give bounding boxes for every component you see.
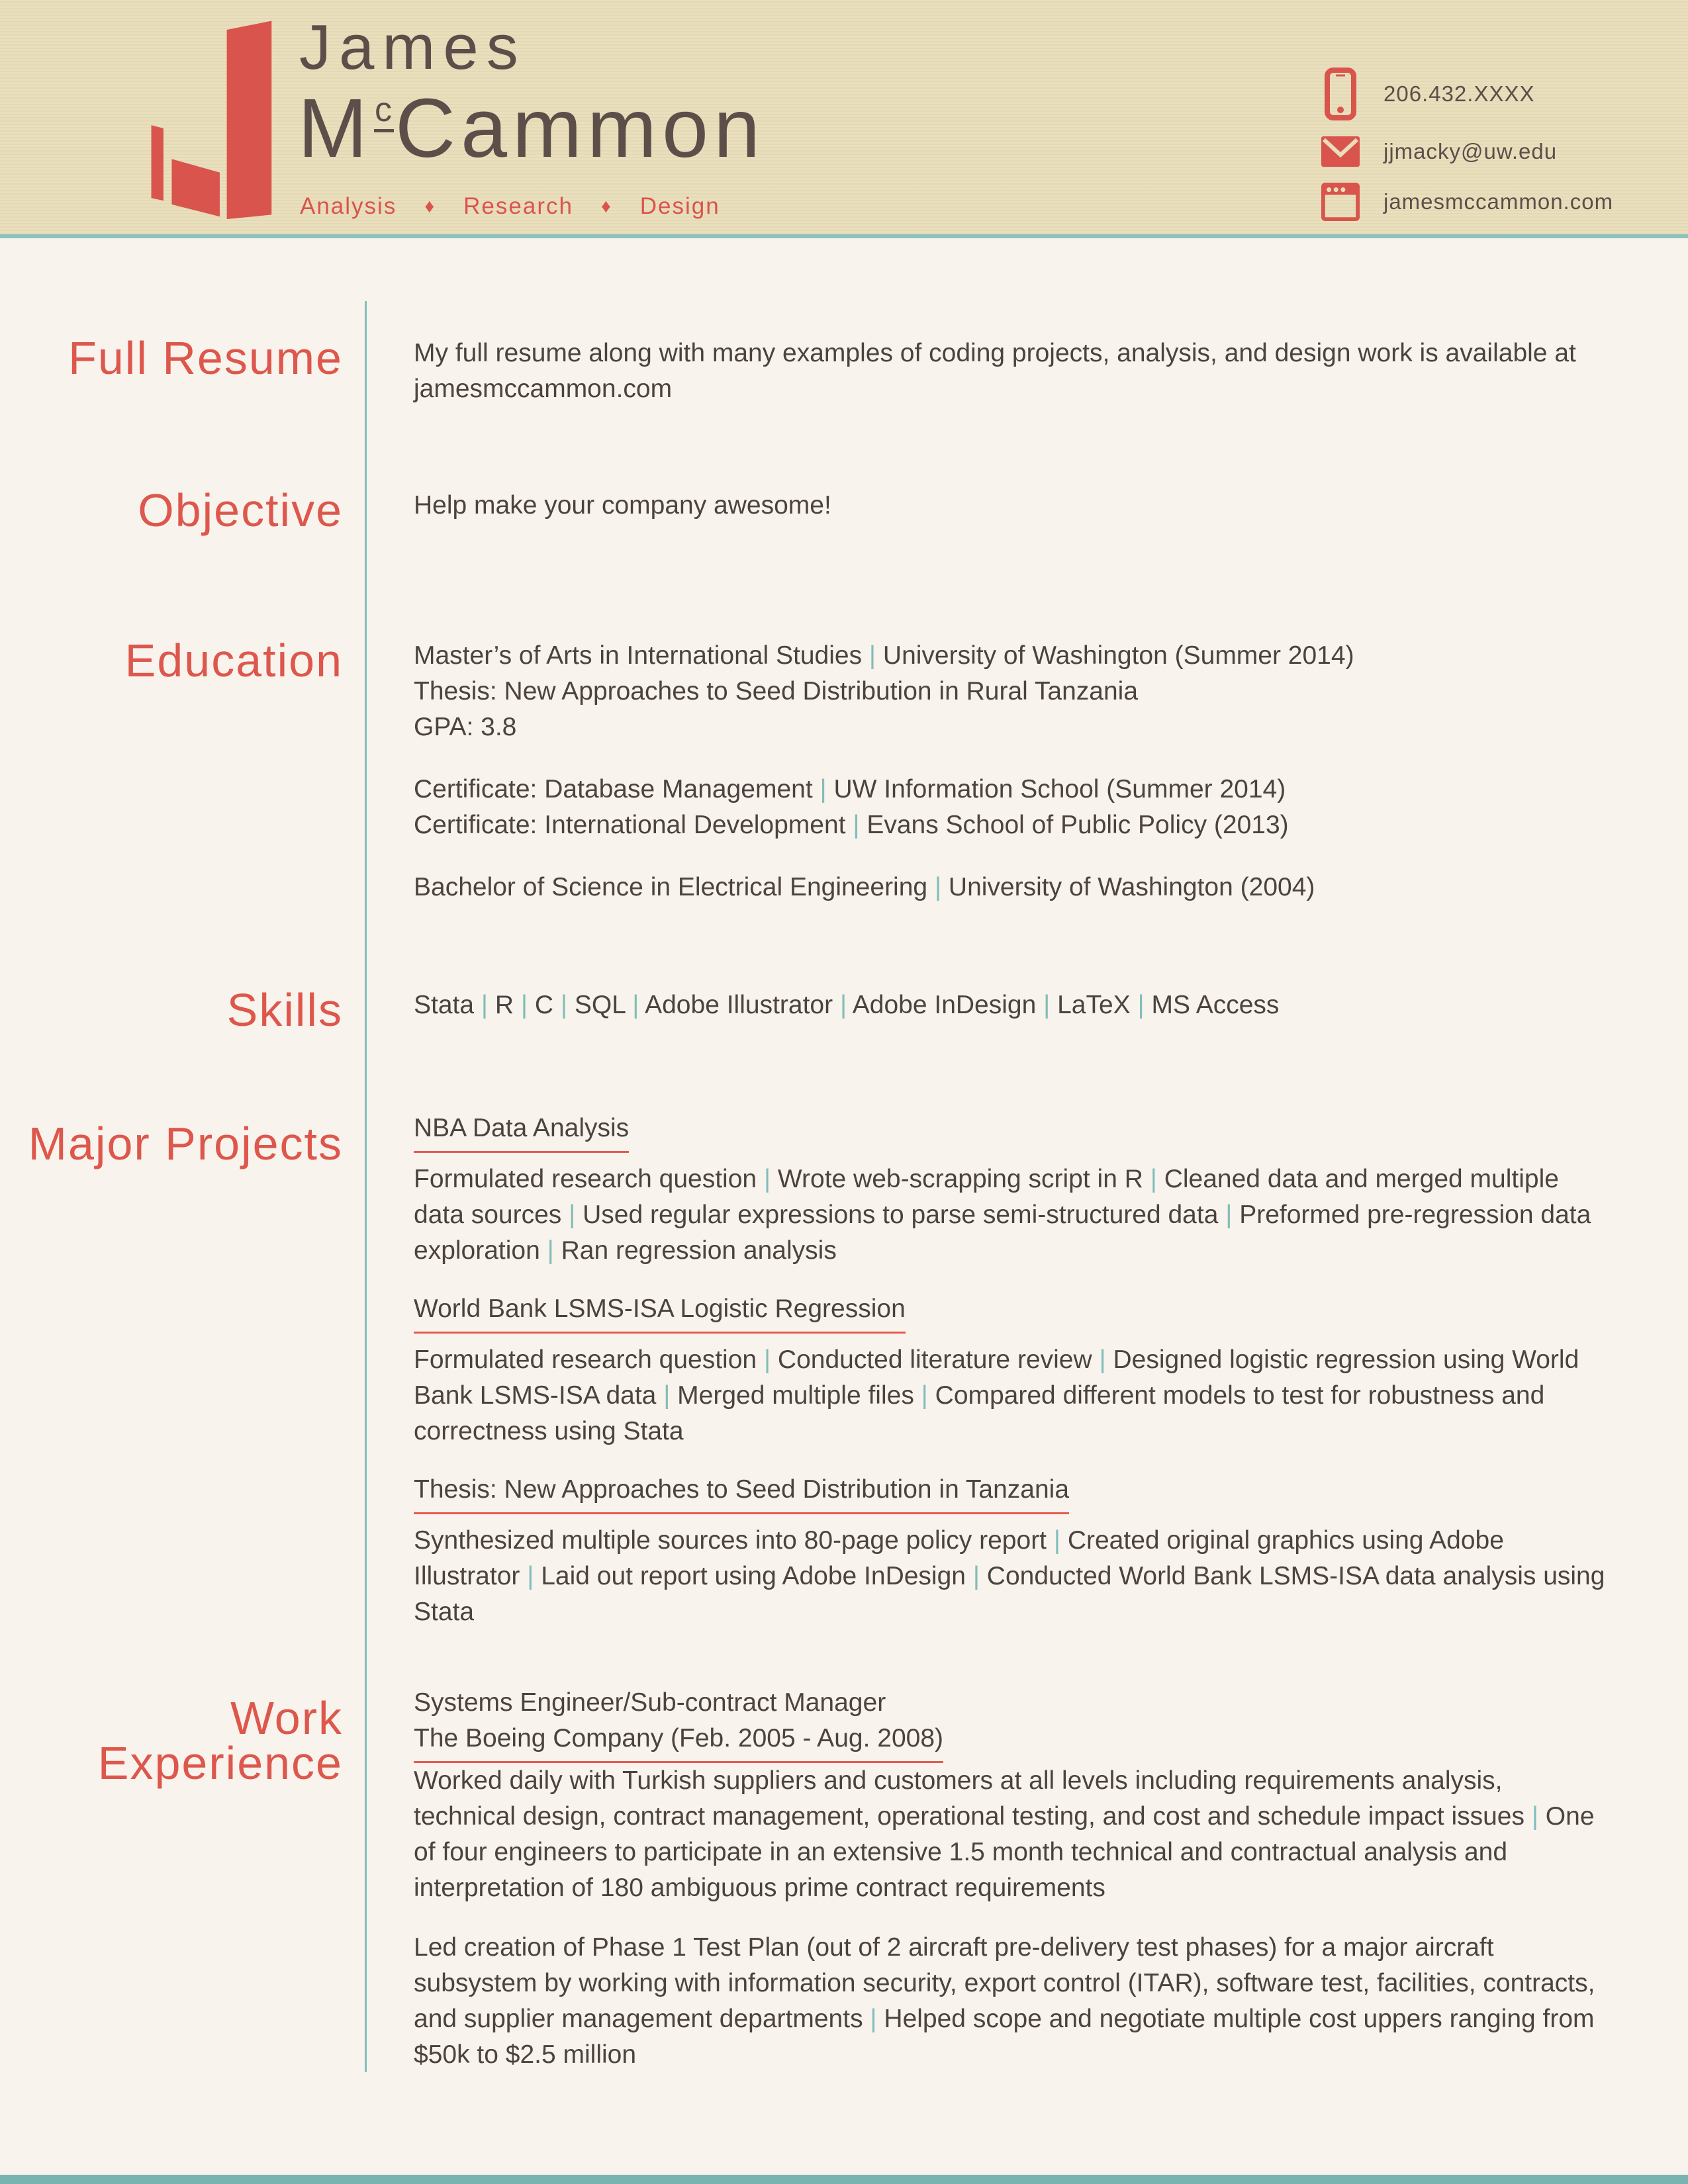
project-world-bank bbox=[414, 1291, 1609, 1449]
education-line: Certificate: Database Management | UW Information School (Summer 2014) bbox=[414, 775, 1286, 803]
job-paragraph: Worked daily with Turkish suppliers and customers at all levels including requirements analysis, technical design, contract management, operational testing, and cost and schedule impact issues | One of four engineers to participate in an extensive 1.5 month technical and contractual analysis and interpretation of 180 ambiguous prime contract requirements bbox=[414, 1766, 1595, 1902]
tagline-word: Analysis bbox=[300, 193, 397, 219]
contact-phone-row bbox=[1321, 68, 1535, 120]
section-label-full-resume: Full Resume bbox=[68, 332, 343, 384]
section-label-education: Education bbox=[124, 635, 343, 686]
email-icon bbox=[1321, 136, 1360, 167]
contact-website-row bbox=[1321, 180, 1613, 224]
education-degree bbox=[414, 638, 1609, 745]
section-label-major-projects: Major Projects bbox=[28, 1118, 343, 1169]
mc-superscript: c bbox=[374, 93, 394, 132]
full-resume-content bbox=[414, 336, 1609, 407]
project-title: Thesis: New Approaches to Seed Distribution in Tanzania bbox=[414, 1472, 1069, 1514]
objective-text: Help make your company awesome! bbox=[414, 491, 831, 520]
tagline bbox=[300, 193, 720, 220]
phone-number: 206.432.XXXX bbox=[1383, 81, 1535, 106]
education-content bbox=[414, 638, 1609, 905]
skills-list: Stata | R | C | SQL | Adobe Illustrator | Adobe InDesign | LaTeX | MS Access bbox=[414, 991, 1280, 1019]
job-title: Systems Engineer/Sub-contract Manager bbox=[414, 1688, 886, 1717]
major-projects-content bbox=[414, 1111, 1609, 1630]
project-details: Formulated research question | Wrote web-scrapping script in R | Cleaned data and merged multiple data sources | Used regular expressions to parse semi-structured data | Preformed pre-regression data exploration | Ran regression analysis bbox=[414, 1165, 1591, 1265]
objective-content bbox=[414, 488, 1609, 523]
education-line: GPA: 3.8 bbox=[414, 713, 517, 741]
education-certificates bbox=[414, 772, 1609, 843]
project-details: Formulated research question | Conducted literature review | Designed logistic regression using World Bank LSMS-ISA data | Merged multiple files | Compared different models to test for robustness and correctness using Stata bbox=[414, 1345, 1579, 1445]
email-address: jjmacky@uw.edu bbox=[1383, 139, 1558, 163]
education-line: Thesis: New Approaches to Seed Distribution in Rural Tanzania bbox=[414, 677, 1139, 705]
phone-icon bbox=[1321, 68, 1360, 120]
j-logo bbox=[123, 9, 277, 224]
project-nba bbox=[414, 1111, 1609, 1269]
vertical-divider-line bbox=[365, 301, 367, 2072]
education-line: Certificate: International Development | Evans School of Public Policy (2013) bbox=[414, 811, 1289, 839]
diamond-icon: ♦ bbox=[600, 196, 612, 217]
project-thesis bbox=[414, 1472, 1609, 1630]
full-resume-text: My full resume along with many examples of coding projects, analysis, and design work is available at jamesmccammon.com bbox=[414, 339, 1576, 403]
job-company: The Boeing Company (Feb. 2005 - Aug. 2008) bbox=[414, 1721, 943, 1763]
header-divider-line bbox=[0, 234, 1688, 238]
project-title: NBA Data Analysis bbox=[414, 1111, 629, 1153]
project-title: World Bank LSMS-ISA Logistic Regression bbox=[414, 1291, 906, 1334]
skills-content bbox=[414, 987, 1609, 1023]
section-label-objective: Objective bbox=[138, 484, 343, 536]
last-name: McCammon bbox=[298, 81, 766, 175]
contact-email-row bbox=[1321, 135, 1557, 168]
section-label-work-experience: Work Experience bbox=[97, 1692, 343, 1789]
work-experience-content bbox=[414, 1685, 1609, 2073]
project-details: Synthesized multiple sources into 80-page policy report | Created original graphics using Adobe Illustrator | Laid out report using Adobe InDesign | Conducted World Bank LSMS-ISA data analysis using Stata bbox=[414, 1526, 1605, 1626]
education-bachelor bbox=[414, 870, 1609, 905]
tagline-word: Research bbox=[463, 193, 573, 219]
education-line: Bachelor of Science in Electrical Engineering | University of Washington (2004) bbox=[414, 873, 1315, 901]
job-paragraph: Led creation of Phase 1 Test Plan (out of 2 aircraft pre-delivery test phases) for a major aircraft subsystem by working with information security, export control (ITAR), software test, facilities, contracts, and supplier management departments | Helped scope and negotiate multiple cost uppers ranging from $50k to $2.5 million bbox=[414, 1933, 1595, 2069]
section-label-skills: Skills bbox=[226, 984, 343, 1036]
diamond-icon: ♦ bbox=[424, 196, 436, 217]
education-line: Master’s of Arts in International Studies | University of Washington (Summer 2014) bbox=[414, 641, 1354, 670]
job-boeing bbox=[414, 1685, 1609, 2073]
footer-bar bbox=[0, 2175, 1688, 2184]
header bbox=[0, 0, 1688, 234]
website-url: jamesmccammon.com bbox=[1383, 189, 1614, 214]
tagline-word: Design bbox=[639, 193, 720, 219]
browser-icon bbox=[1321, 182, 1360, 222]
first-name: James bbox=[299, 12, 526, 83]
